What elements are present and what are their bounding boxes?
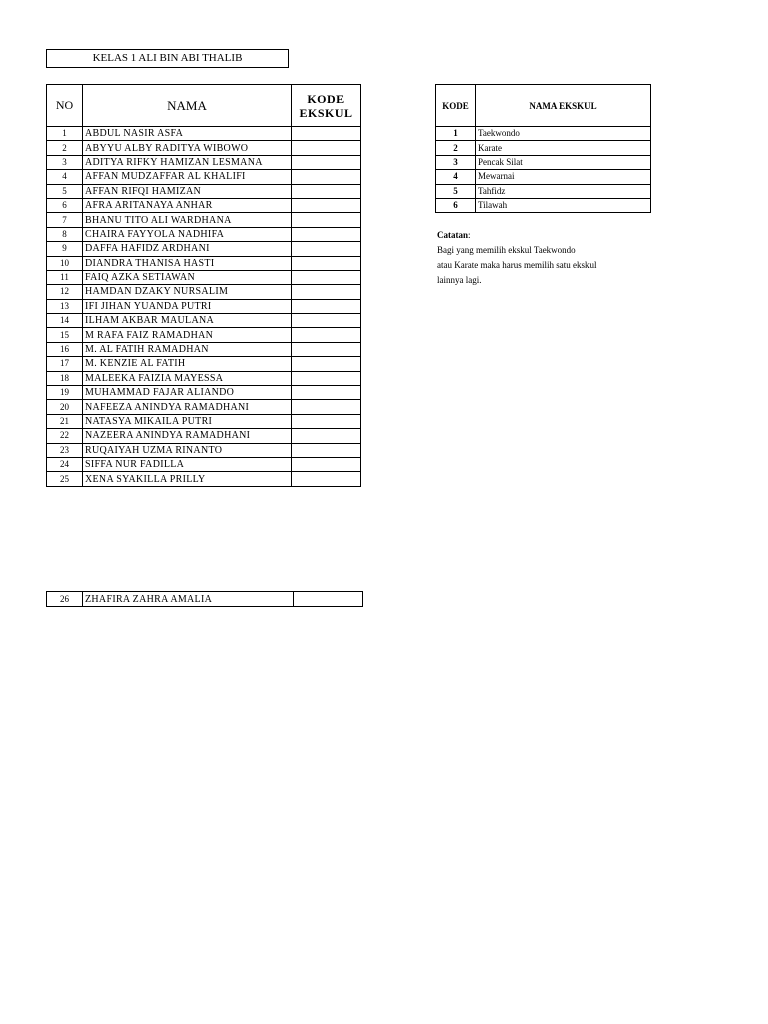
table-row [436,155,651,169]
kode-ekskul-cell[interactable] [292,141,361,155]
table-row [47,400,361,414]
student-name: ABDUL NASIR ASFA [83,127,292,141]
kode-ekskul-cell[interactable] [292,386,361,400]
ekskul-name: Taekwondo [476,127,651,141]
row-number: 7 [47,213,83,227]
header-kode: KODE [436,85,476,127]
row-number: 13 [47,299,83,313]
kode-ekskul-cell[interactable] [292,299,361,313]
row-number: 23 [47,443,83,457]
table-row [47,314,361,328]
table-row [436,141,651,155]
kode-ekskul-cell[interactable] [292,170,361,184]
row-number: 18 [47,371,83,385]
student-table-header-row [47,85,361,127]
row-number: 26 [47,592,83,607]
kode-ekskul-cell[interactable] [292,328,361,342]
ekskul-name: Karate [476,141,651,155]
header-nama: NAMA [83,85,292,127]
header-kode-ekskul: KODE EKSKUL [292,85,361,127]
ekskul-name: Tilawah [476,198,651,212]
student-name: ILHAM AKBAR MAULANA [83,314,292,328]
kode-ekskul-cell[interactable] [292,400,361,414]
student-name: ABYYU ALBY RADITYA WIBOWO [83,141,292,155]
kode-ekskul-cell[interactable] [292,457,361,471]
note-line: atau Karate maka harus memilih satu ekskul [437,260,597,270]
student-name: NATASYA MIKAILA PUTRI [83,414,292,428]
ekskul-code: 6 [436,198,476,212]
student-name: BHANU TITO ALI WARDHANA [83,213,292,227]
table-row [47,342,361,356]
student-name: AFRA ARITANAYA ANHAR [83,198,292,212]
table-row [47,299,361,313]
student-name: FAIQ AZKA SETIAWAN [83,270,292,284]
kode-ekskul-cell[interactable] [292,213,361,227]
table-row [47,386,361,400]
table-row [47,213,361,227]
table-row [47,170,361,184]
ekskul-code: 4 [436,170,476,184]
table-row [47,443,361,457]
ekskul-code: 1 [436,127,476,141]
ekskul-name: Mewarnai [476,170,651,184]
kode-ekskul-cell[interactable] [292,256,361,270]
student-name: DIANDRA THANISA HASTI [83,256,292,270]
table-row [47,256,361,270]
row-number: 3 [47,155,83,169]
row-number: 11 [47,270,83,284]
student-name: M. AL FATIH RAMADHAN [83,342,292,356]
kode-ekskul-cell[interactable] [292,155,361,169]
row-number: 17 [47,357,83,371]
table-row [47,155,361,169]
row-number: 19 [47,386,83,400]
kode-ekskul-cell[interactable] [292,227,361,241]
row-number: 16 [47,342,83,356]
ekskul-code: 2 [436,141,476,155]
note [437,228,596,288]
student-name: SIFFA NUR FADILLA [83,457,292,471]
table-row [47,127,361,141]
row-number: 1 [47,127,83,141]
row-number: 14 [47,314,83,328]
note-heading [437,228,596,243]
ekskul-name: Tahfidz [476,184,651,198]
row-number: 10 [47,256,83,270]
row-number: 4 [47,170,83,184]
kode-ekskul-cell[interactable] [292,314,361,328]
kode-ekskul-cell[interactable] [292,198,361,212]
table-row [47,472,361,486]
kode-ekskul-cell[interactable] [294,592,363,607]
student-name: CHAIRA FAYYOLA NADHIFA [83,227,292,241]
kode-ekskul-cell[interactable] [292,184,361,198]
student-name: MALEEKA FAIZIA MAYESSA [83,371,292,385]
kode-ekskul-cell[interactable] [292,357,361,371]
table-row [47,285,361,299]
extra-student-table [46,591,363,607]
table-row [47,457,361,471]
student-name: NAZEERA ANINDYA RAMADHANI [83,429,292,443]
row-number: 21 [47,414,83,428]
kode-ekskul-cell[interactable] [292,285,361,299]
student-name: MUHAMMAD FAJAR ALIANDO [83,386,292,400]
row-number: 8 [47,227,83,241]
kode-ekskul-cell[interactable] [292,371,361,385]
note-title: Catatan [437,230,468,240]
table-row [436,170,651,184]
table-row [436,198,651,212]
ekskul-name: Pencak Silat [476,155,651,169]
kode-ekskul-cell[interactable] [292,270,361,284]
ekskul-code: 5 [436,184,476,198]
table-row [47,184,361,198]
header-nama-ekskul: NAMA EKSKUL [476,85,651,127]
student-name: ADITYA RIFKY HAMIZAN LESMANA [83,155,292,169]
row-number: 15 [47,328,83,342]
row-number: 5 [47,184,83,198]
kode-ekskul-cell[interactable] [292,127,361,141]
table-row [47,371,361,385]
student-name: XENA SYAKILLA PRILLY [83,472,292,486]
table-row [47,198,361,212]
table-row [47,242,361,256]
row-number: 6 [47,198,83,212]
table-row [47,328,361,342]
row-number: 25 [47,472,83,486]
row-number: 24 [47,457,83,471]
student-name: AFFAN RIFQI HAMIZAN [83,184,292,198]
kode-ekskul-cell[interactable] [292,429,361,443]
student-name: HAMDAN DZAKY NURSALIM [83,285,292,299]
table-row [47,357,361,371]
student-name: M. KENZIE AL FATIH [83,357,292,371]
table-row [47,429,361,443]
student-name: ZHAFIRA ZAHRA AMALIA [83,592,294,607]
ekskul-table-header-row [436,85,651,127]
row-number: 9 [47,242,83,256]
row-number: 22 [47,429,83,443]
student-table [46,84,361,487]
table-row [436,127,651,141]
ekskul-table [435,84,651,213]
student-name: DAFFA HAFIDZ ARDHANI [83,242,292,256]
kode-ekskul-cell[interactable] [292,342,361,356]
row-number: 12 [47,285,83,299]
note-line: Bagi yang memilih ekskul Taekwondo [437,245,576,255]
kode-ekskul-cell[interactable] [292,472,361,486]
kode-ekskul-cell[interactable] [292,443,361,457]
table-row [47,592,363,607]
note-line: lainnya lagi. [437,275,482,285]
row-number: 2 [47,141,83,155]
kode-ekskul-cell[interactable] [292,242,361,256]
note-title-suffix: : [468,230,471,240]
kode-ekskul-cell[interactable] [292,414,361,428]
student-name: IFI JIHAN YUANDA PUTRI [83,299,292,313]
table-row [47,270,361,284]
table-row [436,184,651,198]
table-row [47,414,361,428]
ekskul-code: 3 [436,155,476,169]
table-row [47,227,361,241]
class-title: KELAS 1 ALI BIN ABI THALIB [46,49,289,68]
student-name: AFFAN MUDZAFFAR AL KHALIFI [83,170,292,184]
student-name: NAFEEZA ANINDYA RAMADHANI [83,400,292,414]
table-row [47,141,361,155]
row-number: 20 [47,400,83,414]
student-name: M RAFA FAIZ RAMADHAN [83,328,292,342]
header-no: NO [47,85,83,127]
student-name: RUQAIYAH UZMA RINANTO [83,443,292,457]
